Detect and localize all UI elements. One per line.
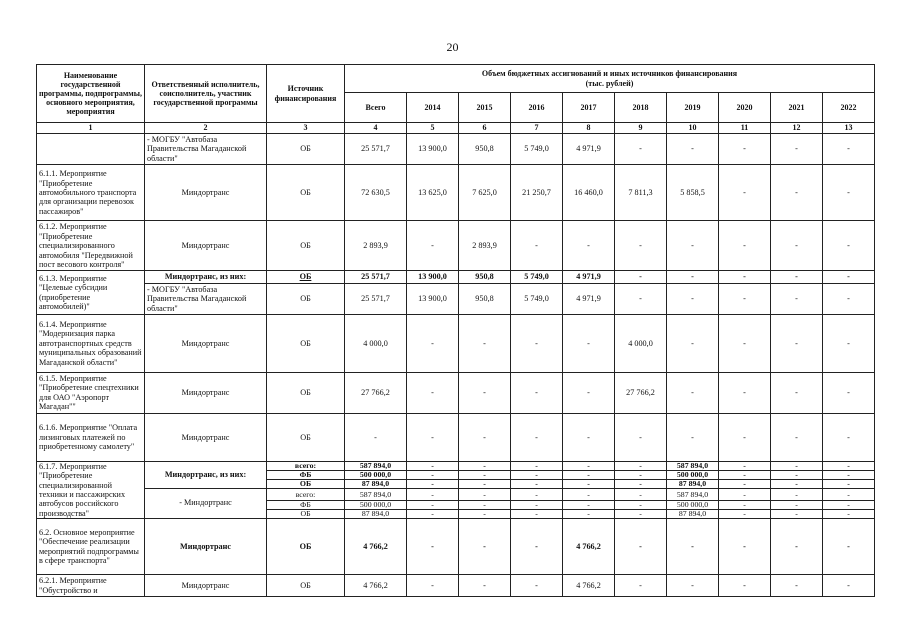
row-value: 587 894,0 — [667, 461, 719, 470]
row-value: 13 900,0 — [407, 271, 459, 283]
row-value: - — [771, 315, 823, 373]
row-value: 587 894,0 — [667, 488, 719, 501]
row-value: - — [563, 221, 615, 271]
row-value: - — [563, 315, 615, 373]
row-value: - — [563, 510, 615, 519]
budget-table — [36, 64, 875, 597]
row-value: 4 000,0 — [345, 315, 407, 373]
row-value: - — [771, 510, 823, 519]
row-value: - — [511, 488, 563, 501]
row-value: - — [511, 575, 563, 597]
row-value: - — [459, 470, 511, 479]
table-row — [37, 271, 875, 283]
row-value: - — [771, 479, 823, 488]
row-value: - — [407, 479, 459, 488]
row-value: - — [719, 519, 771, 575]
row-source: ОБ — [267, 315, 345, 373]
row-value: - — [719, 479, 771, 488]
row-value: - — [459, 315, 511, 373]
row-value: - — [511, 221, 563, 271]
row-value: - — [615, 271, 667, 283]
row-source: ОБ — [267, 165, 345, 221]
row-value: - — [407, 315, 459, 373]
row-value: - — [407, 519, 459, 575]
row-value: - — [823, 488, 875, 501]
row-value: - — [563, 479, 615, 488]
row-value: - — [511, 501, 563, 510]
header-year: 2014 — [407, 93, 459, 123]
row-value: - — [459, 519, 511, 575]
row-value: 4 766,2 — [345, 575, 407, 597]
row-value: - — [823, 373, 875, 414]
row-value: 25 571,7 — [345, 283, 407, 314]
row-value: - — [667, 315, 719, 373]
row-value: - — [563, 488, 615, 501]
row-value: - — [823, 470, 875, 479]
row-value: - — [719, 413, 771, 461]
row-responsible: Миндортранс, из них: — [145, 461, 267, 488]
table-row — [37, 283, 875, 314]
row-value: - — [823, 575, 875, 597]
row-name: 6.2.1. Мероприятие "Обустройство и — [37, 575, 145, 597]
row-value: - — [719, 470, 771, 479]
column-numbers-row — [37, 123, 875, 134]
row-value: 13 900,0 — [407, 134, 459, 165]
header-volume-unit: (тыс. рублей) — [585, 78, 634, 88]
header-volume-title: Объем бюджетных ассигнований и иных источников финансирования — [481, 69, 738, 79]
row-value: - — [667, 575, 719, 597]
header-year: 2020 — [719, 93, 771, 123]
row-value: - — [667, 221, 719, 271]
row-value: - — [823, 413, 875, 461]
row-responsible: Миндортранс, из них: — [145, 271, 267, 283]
row-value: - — [615, 510, 667, 519]
row-value: - — [459, 488, 511, 501]
header-responsible: Ответственный исполнитель, соисполнитель, участник государственной программы — [145, 65, 267, 123]
page-number: 20 — [446, 40, 459, 54]
column-number: 9 — [615, 123, 667, 134]
row-value: - — [823, 271, 875, 283]
row-value: - — [667, 373, 719, 414]
row-value: - — [459, 575, 511, 597]
row-value: - — [615, 461, 667, 470]
row-value: - — [719, 461, 771, 470]
row-value: - — [719, 575, 771, 597]
column-number: 6 — [459, 123, 511, 134]
row-value: 4 971,9 — [563, 134, 615, 165]
header-year: 2019 — [667, 93, 719, 123]
row-source: всего: — [267, 461, 345, 470]
row-value: - — [719, 510, 771, 519]
row-responsible: Миндортранс — [145, 221, 267, 271]
row-value: - — [459, 501, 511, 510]
row-value: 13 625,0 — [407, 165, 459, 221]
row-value: 500 000,0 — [345, 501, 407, 510]
row-value: 587 894,0 — [345, 461, 407, 470]
row-value: - — [667, 271, 719, 283]
row-value: - — [771, 461, 823, 470]
row-value: - — [719, 134, 771, 165]
column-number: 5 — [407, 123, 459, 134]
row-value: - — [667, 413, 719, 461]
row-value: 950,8 — [459, 283, 511, 314]
row-value: - — [771, 373, 823, 414]
row-value: - — [459, 373, 511, 414]
row-value: - — [511, 510, 563, 519]
row-value: 5 749,0 — [511, 271, 563, 283]
row-value: - — [823, 221, 875, 271]
row-value: - — [719, 165, 771, 221]
row-value: - — [511, 470, 563, 479]
row-responsible: - Миндортранс — [145, 488, 267, 519]
row-value: 500 000,0 — [667, 470, 719, 479]
row-value: - — [823, 479, 875, 488]
row-value: - — [615, 575, 667, 597]
row-value: - — [407, 510, 459, 519]
row-source: ОБ — [267, 283, 345, 314]
row-value: - — [511, 373, 563, 414]
table-row — [37, 315, 875, 373]
row-value: - — [719, 221, 771, 271]
row-responsible: Миндортранс — [145, 519, 267, 575]
row-value: - — [615, 283, 667, 314]
row-value: - — [823, 510, 875, 519]
table-row — [37, 373, 875, 414]
row-source: ФБ — [267, 470, 345, 479]
row-value: - — [407, 488, 459, 501]
row-value: - — [563, 373, 615, 414]
row-value: - — [667, 283, 719, 314]
row-responsible: Миндортранс — [145, 413, 267, 461]
header-source: Источник финансирования — [267, 65, 345, 123]
row-value: 500 000,0 — [345, 470, 407, 479]
row-value: 587 894,0 — [345, 488, 407, 501]
row-value: - — [771, 470, 823, 479]
row-value: 87 894,0 — [345, 479, 407, 488]
row-value: - — [771, 501, 823, 510]
row-value: 72 630,5 — [345, 165, 407, 221]
row-source: ФБ — [267, 501, 345, 510]
row-value: - — [615, 134, 667, 165]
row-name — [37, 134, 145, 165]
row-value: 2 893,9 — [345, 221, 407, 271]
row-value: 27 766,2 — [615, 373, 667, 414]
column-number: 10 — [667, 123, 719, 134]
row-value: 7 811,3 — [615, 165, 667, 221]
row-value: - — [407, 413, 459, 461]
header-total: Всего — [345, 93, 407, 123]
row-responsible: Миндортранс — [145, 575, 267, 597]
row-value: - — [823, 283, 875, 314]
row-value: 4 000,0 — [615, 315, 667, 373]
row-source: ОБ — [267, 271, 345, 283]
row-value: - — [771, 575, 823, 597]
row-name: 6.2. Основное мероприятие "Обеспечение реализации мероприятий подпрограммы в сфере транспорта" — [37, 519, 145, 575]
row-value: 16 460,0 — [563, 165, 615, 221]
row-source: ОБ — [267, 479, 345, 488]
row-name: 6.1.7. Мероприятие "Приобретение специализированной техники и пассажирских автобусов российского производства" — [37, 461, 145, 519]
row-value: - — [407, 575, 459, 597]
row-responsible: - МОГБУ "Автобаза Правительства Магаданской области" — [145, 283, 267, 314]
row-name: 6.1.5. Мероприятие "Приобретение спецтехники для ОАО "Аэропорт Магадан"" — [37, 373, 145, 414]
row-value: - — [345, 413, 407, 461]
row-value: - — [719, 373, 771, 414]
table-row — [37, 575, 875, 597]
column-number: 8 — [563, 123, 615, 134]
row-value: - — [615, 470, 667, 479]
row-value: - — [823, 134, 875, 165]
column-number: 12 — [771, 123, 823, 134]
table-row — [37, 221, 875, 271]
row-value: - — [615, 413, 667, 461]
row-value: - — [407, 221, 459, 271]
column-number: 11 — [719, 123, 771, 134]
column-number: 1 — [37, 123, 145, 134]
header-year: 2018 — [615, 93, 667, 123]
row-value: 950,8 — [459, 134, 511, 165]
row-value: 21 250,7 — [511, 165, 563, 221]
row-value: - — [511, 461, 563, 470]
row-name: 6.1.4. Мероприятие "Модернизация парка автотранспортных средств муниципальных образований Магаданской области" — [37, 315, 145, 373]
table-row — [37, 461, 875, 470]
row-value: 4 766,2 — [563, 519, 615, 575]
row-value: - — [823, 165, 875, 221]
header-year: 2022 — [823, 93, 875, 123]
row-source: ОБ — [267, 575, 345, 597]
row-responsible: Миндортранс — [145, 315, 267, 373]
row-responsible: Миндортранс — [145, 165, 267, 221]
row-value: - — [563, 501, 615, 510]
row-value: - — [615, 221, 667, 271]
row-value: 5 749,0 — [511, 134, 563, 165]
row-value: 5 749,0 — [511, 283, 563, 314]
row-value: 4 766,2 — [345, 519, 407, 575]
row-name: 6.1.3. Мероприятие "Целевые субсидии (приобретение автомобилей)" — [37, 271, 145, 315]
row-value: - — [407, 461, 459, 470]
row-value: - — [511, 519, 563, 575]
row-value: - — [823, 519, 875, 575]
row-value: 87 894,0 — [667, 479, 719, 488]
row-value: - — [771, 488, 823, 501]
row-responsible: Миндортранс — [145, 373, 267, 414]
column-number: 4 — [345, 123, 407, 134]
row-value: 87 894,0 — [345, 510, 407, 519]
row-value: - — [563, 413, 615, 461]
row-value: - — [823, 315, 875, 373]
row-value: - — [771, 165, 823, 221]
column-number: 13 — [823, 123, 875, 134]
row-value: - — [407, 501, 459, 510]
row-value: - — [667, 134, 719, 165]
row-value: 27 766,2 — [345, 373, 407, 414]
column-number: 2 — [145, 123, 267, 134]
row-source: всего: — [267, 488, 345, 501]
row-value: - — [771, 519, 823, 575]
row-value: - — [771, 271, 823, 283]
row-value: 25 571,7 — [345, 271, 407, 283]
row-value: 7 625,0 — [459, 165, 511, 221]
table-row — [37, 519, 875, 575]
row-value: - — [771, 283, 823, 314]
row-value: 950,8 — [459, 271, 511, 283]
header-name: Наименование государственной программы, подпрограммы, основного мероприятия, мероприятия — [37, 65, 145, 123]
row-name: 6.1.2. Мероприятие "Приобретение специализированного автомобиля "Передвижной пост весового контроля" — [37, 221, 145, 271]
row-value: - — [719, 488, 771, 501]
row-value: - — [771, 413, 823, 461]
row-value: 500 000,0 — [667, 501, 719, 510]
header-year: 2017 — [563, 93, 615, 123]
header-volume — [345, 65, 875, 93]
row-value: - — [615, 501, 667, 510]
row-responsible: - МОГБУ "Автобаза Правительства Магаданской области" — [145, 134, 267, 165]
row-value: - — [719, 271, 771, 283]
row-value: - — [719, 283, 771, 314]
row-value: - — [511, 315, 563, 373]
row-source: ОБ — [267, 373, 345, 414]
row-name: 6.1.1. Мероприятие "Приобретение автомобильного транспорта для организации перевозок пассажиров" — [37, 165, 145, 221]
row-value: - — [563, 470, 615, 479]
row-value: - — [823, 461, 875, 470]
row-value: 25 571,7 — [345, 134, 407, 165]
row-value: - — [511, 413, 563, 461]
row-value: 4 971,9 — [563, 271, 615, 283]
row-value: - — [823, 501, 875, 510]
row-value: 4 971,9 — [563, 283, 615, 314]
row-value: 87 894,0 — [667, 510, 719, 519]
table-row — [37, 488, 875, 501]
row-value: - — [615, 519, 667, 575]
row-value: - — [667, 519, 719, 575]
header-year: 2015 — [459, 93, 511, 123]
row-value: - — [459, 413, 511, 461]
row-value: - — [615, 488, 667, 501]
header-year: 2016 — [511, 93, 563, 123]
row-value: - — [459, 479, 511, 488]
table-row — [37, 413, 875, 461]
row-value: 13 900,0 — [407, 283, 459, 314]
row-source: ОБ — [267, 221, 345, 271]
row-value: - — [407, 470, 459, 479]
row-value: - — [459, 461, 511, 470]
row-value: - — [407, 373, 459, 414]
row-name: 6.1.6. Мероприятие "Оплата лизинговых платежей по приобретенному самолету" — [37, 413, 145, 461]
row-value: - — [719, 501, 771, 510]
row-value: 5 858,5 — [667, 165, 719, 221]
row-source: ОБ — [267, 510, 345, 519]
row-source: ОБ — [267, 134, 345, 165]
row-value: - — [615, 479, 667, 488]
table-row — [37, 134, 875, 165]
row-value: 4 766,2 — [563, 575, 615, 597]
column-number: 7 — [511, 123, 563, 134]
row-value: - — [511, 479, 563, 488]
row-value: - — [719, 315, 771, 373]
row-source: ОБ — [267, 519, 345, 575]
row-value: - — [459, 510, 511, 519]
table-row — [37, 165, 875, 221]
row-value: - — [771, 134, 823, 165]
row-source: ОБ — [267, 413, 345, 461]
row-value: 2 893,9 — [459, 221, 511, 271]
row-value: - — [563, 461, 615, 470]
column-number: 3 — [267, 123, 345, 134]
row-value: - — [771, 221, 823, 271]
header-year: 2021 — [771, 93, 823, 123]
